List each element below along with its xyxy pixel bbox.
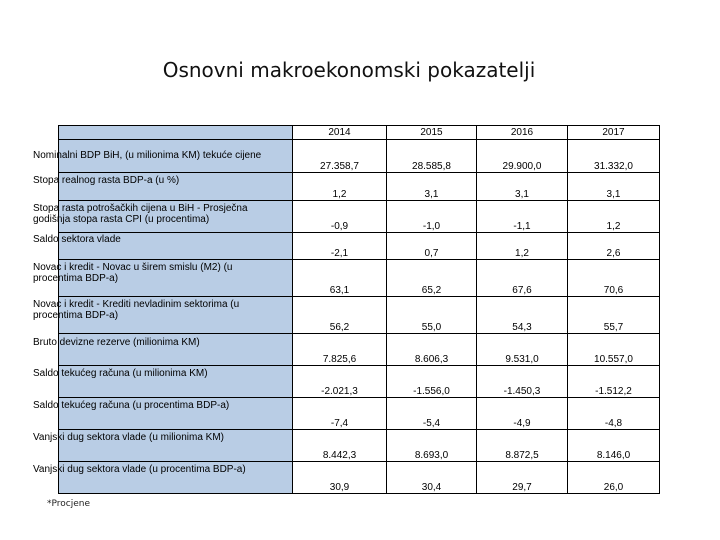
value-cell: 8.606,3 xyxy=(387,334,477,366)
row-label: Vanjski dug sektora vlade (u procentima BDP-a) xyxy=(33,464,246,475)
page-title: Osnovni makroekonomski pokazatelji xyxy=(162,58,536,82)
value-cell: 10.557,0 xyxy=(568,334,660,366)
header-label-cell xyxy=(59,126,293,140)
row-label-cell xyxy=(33,366,293,398)
value-cell: 26,0 xyxy=(568,462,660,494)
macro-indicators-table xyxy=(33,125,660,494)
table-row xyxy=(59,233,660,260)
value-cell: 29.900,0 xyxy=(477,140,568,173)
value-cell: -1.556,0 xyxy=(387,366,477,398)
row-label-cell xyxy=(33,260,293,297)
row-label: Novac i kredit - Novac u širem smislu (M2) (u procentima BDP-a) xyxy=(33,262,233,284)
value-cell: 63,1 xyxy=(293,260,387,297)
row-label-cell xyxy=(33,334,293,366)
value-cell: 31.332,0 xyxy=(568,140,660,173)
value-cell: -1.450,3 xyxy=(477,366,568,398)
table-row xyxy=(59,430,660,462)
table-row xyxy=(59,366,660,398)
table-row xyxy=(59,201,660,233)
value-cell: 8.442,3 xyxy=(293,430,387,462)
value-cell: 55,7 xyxy=(568,297,660,334)
value-cell: 27.358,7 xyxy=(293,140,387,173)
value-cell: 3,1 xyxy=(387,173,477,201)
value-cell: -4,9 xyxy=(477,398,568,430)
value-cell: 1,2 xyxy=(477,233,568,260)
value-cell: -5,4 xyxy=(387,398,477,430)
value-cell: 3,1 xyxy=(477,173,568,201)
year-header: 2017 xyxy=(568,126,660,140)
row-label-cell xyxy=(33,201,293,233)
row-label-cell xyxy=(33,297,293,334)
value-cell: 8.693,0 xyxy=(387,430,477,462)
value-cell: 65,2 xyxy=(387,260,477,297)
table-row xyxy=(59,260,660,297)
value-cell: 67,6 xyxy=(477,260,568,297)
value-cell: -1,1 xyxy=(477,201,568,233)
value-cell: 1,2 xyxy=(293,173,387,201)
row-label-cell xyxy=(33,140,293,173)
value-cell: 56,2 xyxy=(293,297,387,334)
table-header-row xyxy=(59,126,660,140)
row-label-cell xyxy=(33,430,293,462)
year-header: 2016 xyxy=(477,126,568,140)
value-cell: 7.825,6 xyxy=(293,334,387,366)
value-cell: 54,3 xyxy=(477,297,568,334)
value-cell: 29,7 xyxy=(477,462,568,494)
value-cell: 30,4 xyxy=(387,462,477,494)
value-cell: -7,4 xyxy=(293,398,387,430)
value-cell: -2,1 xyxy=(293,233,387,260)
table-row xyxy=(59,462,660,494)
value-cell: -1,0 xyxy=(387,201,477,233)
value-cell: 8.146,0 xyxy=(568,430,660,462)
row-label: Stopa rasta potrošačkih cijena u BiH - Prosječna godišnja stopa rasta CPI (u procentima) xyxy=(33,203,248,225)
table-row xyxy=(59,334,660,366)
row-label: Bruto devizne rezerve (milionima KM) xyxy=(33,337,200,348)
row-label: Novac i kredit - Krediti nevladinim sektorima (u procentima BDP-a) xyxy=(33,299,240,321)
footnote: *Procjene xyxy=(47,499,91,509)
value-cell: 2,6 xyxy=(568,233,660,260)
table-row xyxy=(59,297,660,334)
value-cell: -2.021,3 xyxy=(293,366,387,398)
row-label-cell xyxy=(33,173,293,201)
row-label: Stopa realnog rasta BDP-a (u %) xyxy=(33,175,180,186)
table-row xyxy=(59,140,660,173)
row-label: Saldo tekućeg računa (u milionima KM) xyxy=(33,368,208,379)
value-cell: -4,8 xyxy=(568,398,660,430)
value-cell: 70,6 xyxy=(568,260,660,297)
value-cell: 0,7 xyxy=(387,233,477,260)
row-label-cell xyxy=(33,233,293,260)
value-cell: 8.872,5 xyxy=(477,430,568,462)
table-row xyxy=(59,173,660,201)
value-cell: -1.512,2 xyxy=(568,366,660,398)
value-cell: -0,9 xyxy=(293,201,387,233)
row-label-cell xyxy=(33,398,293,430)
row-label: Nominalni BDP BiH, (u milionima KM) tekuće cijene xyxy=(33,150,262,161)
row-label: Saldo tekućeg računa (u procentima BDP-a) xyxy=(33,400,230,411)
table-row xyxy=(59,398,660,430)
value-cell: 55,0 xyxy=(387,297,477,334)
value-cell: 9.531,0 xyxy=(477,334,568,366)
row-label-cell xyxy=(33,462,293,494)
value-cell: 28.585,8 xyxy=(387,140,477,173)
row-label: Vanjski dug sektora vlade (u milionima KM) xyxy=(33,432,225,443)
value-cell: 1,2 xyxy=(568,201,660,233)
year-header: 2015 xyxy=(387,126,477,140)
value-cell: 30,9 xyxy=(293,462,387,494)
year-header: 2014 xyxy=(293,126,387,140)
value-cell: 3,1 xyxy=(568,173,660,201)
row-label: Saldo sektora vlade xyxy=(33,234,121,245)
